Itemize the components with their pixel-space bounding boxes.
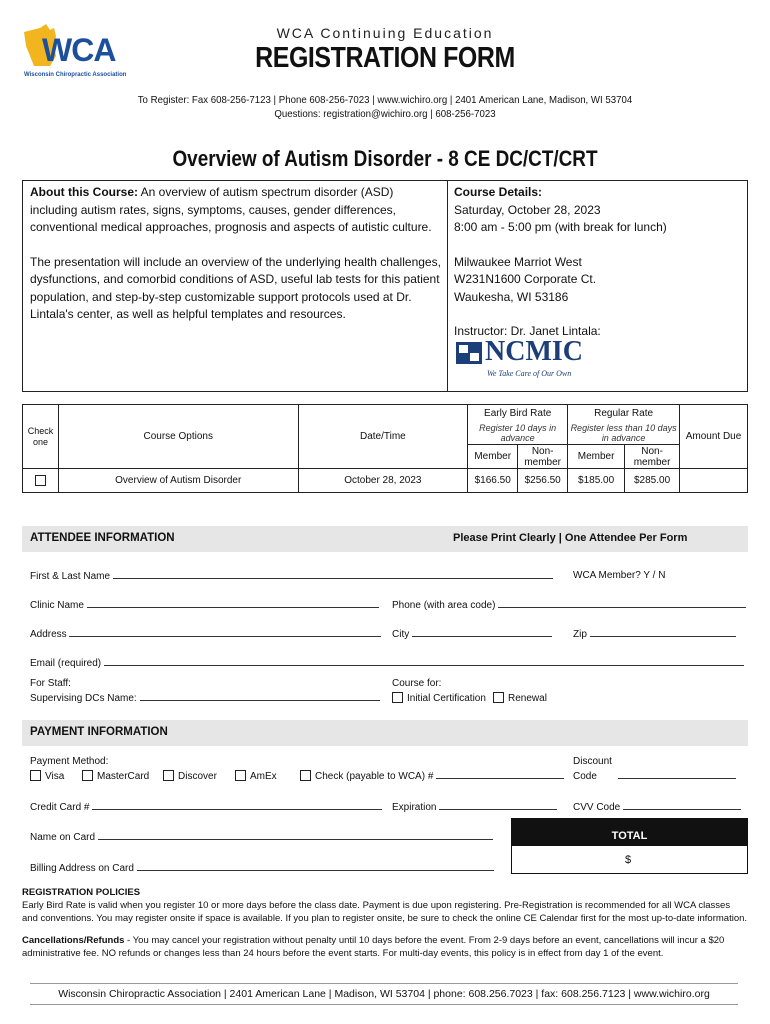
- attendee-heading: ATTENDEE INFORMATION: [30, 532, 175, 544]
- wca-member-field[interactable]: WCA Member? Y / N: [573, 570, 666, 581]
- logo-subtext: Wisconsin Chiropractic Association: [24, 72, 127, 78]
- contact-line-1: To Register: Fax 608-256-7123 | Phone 608-256-7023 | www.wichiro.org | 2401 American Lane, Madison, WI 53704: [137, 94, 633, 106]
- zip-field[interactable]: Zip: [573, 628, 736, 640]
- col-check: Check one: [23, 405, 59, 469]
- row-reg-member: $185.00: [568, 469, 625, 493]
- mastercard-option[interactable]: MasterCard: [82, 770, 149, 782]
- col-date-time: Date/Time: [298, 405, 468, 469]
- supervising-field[interactable]: Supervising DCs Name:: [30, 692, 380, 704]
- initial-certification-option[interactable]: Initial Certification: [392, 692, 486, 704]
- discover-option[interactable]: Discover: [163, 770, 217, 782]
- visa-option[interactable]: Visa: [30, 770, 64, 782]
- total-amount-field[interactable]: $: [625, 854, 632, 866]
- discount-code-field[interactable]: Code: [573, 770, 736, 782]
- check-option[interactable]: Check (payable to WCA) #: [300, 770, 564, 782]
- early-bird-note: Register 10 days in advance: [468, 423, 568, 445]
- amex-option[interactable]: AmEx: [235, 770, 277, 782]
- regular-note: Register less than 10 days in advance: [568, 423, 680, 445]
- details-venue: Milwaukee Marriot West: [454, 254, 582, 269]
- registration-policies: [22, 886, 748, 960]
- policies-text: Early Bird Rate is valid when you register 10 or more days before the class date. Payment is due upon registering. Pre-Registration is recommended for all WCA classes and conventions. You may register onsite if space is available. If you plan to register onsite, be sure to check the online CE Calendar first for the most up-to-date information.: [22, 900, 748, 924]
- payment-heading: PAYMENT INFORMATION: [30, 726, 168, 738]
- row-reg-non-member: $285.00: [625, 469, 680, 493]
- name-field[interactable]: First & Last Name: [30, 570, 553, 582]
- email-field[interactable]: Email (required): [30, 657, 744, 669]
- row-date: October 28, 2023: [298, 469, 468, 493]
- address-field[interactable]: Address: [30, 628, 381, 640]
- for-staff-label: For Staff:: [30, 678, 71, 689]
- attendee-note: Please Print Clearly | One Attendee Per Form: [453, 532, 688, 544]
- details-date: Saturday, October 28, 2023: [454, 202, 601, 217]
- course-for-label: Course for:: [392, 678, 442, 689]
- logo-text: WCA: [42, 32, 116, 68]
- renewal-checkbox[interactable]: [493, 692, 504, 703]
- course-table: [22, 404, 748, 493]
- about-paragraph-2: The presentation will include an overview of the underlying health challenges, dysfunctions, and comorbid conditions of ASD, useful lab tests for this patient population, and step-by-step customizable support protocols used at Dr. Lintala's center, as well as helpful templates and resources.: [30, 254, 441, 321]
- about-divider: [447, 180, 448, 392]
- details-address-2: Waukesha, WI 53186: [454, 289, 569, 304]
- renewal-option[interactable]: Renewal: [493, 692, 547, 704]
- ncmic-logo: [456, 338, 596, 382]
- table-row: [23, 469, 748, 493]
- details-instructor: Instructor: Dr. Janet Lintala:: [454, 324, 601, 338]
- cancellation-label: Cancellations/Refunds: [22, 935, 125, 946]
- reg-member-header: Member: [568, 445, 625, 469]
- visa-checkbox[interactable]: [30, 770, 41, 781]
- about-paragraph-1: An overview of autism spectrum disorder (ASD) including autism rates, signs, symptoms, causes, gender differences, conventional medical approaches, prognosis and aspects of autistic culture.: [30, 185, 432, 234]
- eb-member-header: Member: [468, 445, 518, 469]
- footer: Wisconsin Chiropractic Association | 2401 American Lane | Madison, WI 53704 | phone: 608.256.7023 | fax: 608.256.7123 | www.wichiro.org: [30, 983, 738, 1005]
- check-checkbox[interactable]: [300, 770, 311, 781]
- name-on-card-field[interactable]: Name on Card: [30, 831, 493, 843]
- payment-method-label: Payment Method:: [30, 756, 109, 767]
- about-course: [30, 184, 442, 324]
- row-eb-non-member: $256.50: [518, 469, 568, 493]
- expiration-field[interactable]: Expiration: [392, 801, 557, 813]
- row-course-option: Overview of Autism Disorder: [58, 469, 298, 493]
- details-time: 8:00 am - 5:00 pm (with break for lunch): [454, 220, 667, 234]
- about-label: About this Course:: [30, 185, 138, 199]
- ncmic-logo-text: NCMIC: [485, 336, 583, 367]
- billing-address-field[interactable]: Billing Address on Card: [30, 862, 494, 874]
- credit-card-field[interactable]: Credit Card #: [30, 801, 382, 813]
- col-early-bird: Early Bird Rate: [468, 405, 568, 423]
- cancellation-text: - You may cancel your registration without penalty until 10 days before the event. From 2-9 days before an event, cancellations will incur a $20 administrative fee. NO refunds or changes less than 24 hours before the event starts. For multi-day events, this policy is in effect from day 1 of the event.: [22, 935, 725, 959]
- policies-heading: REGISTRATION POLICIES: [22, 887, 141, 898]
- cvv-field[interactable]: CVV Code: [573, 801, 741, 813]
- row-eb-member: $166.50: [468, 469, 518, 493]
- mastercard-checkbox[interactable]: [82, 770, 93, 781]
- initial-checkbox[interactable]: [392, 692, 403, 703]
- phone-field[interactable]: Phone (with area code): [392, 599, 746, 611]
- course-checkbox[interactable]: [35, 475, 46, 486]
- col-course-options: Course Options: [58, 405, 298, 469]
- col-amount-due: Amount Due: [680, 405, 748, 469]
- row-amount-due-input[interactable]: [680, 469, 748, 493]
- page-title: REGISTRATION FORM: [255, 42, 515, 74]
- col-regular: Regular Rate: [568, 405, 680, 423]
- amex-checkbox[interactable]: [235, 770, 246, 781]
- discover-checkbox[interactable]: [163, 770, 174, 781]
- org-line: WCA Continuing Education: [276, 25, 494, 41]
- total-label: TOTAL: [511, 818, 748, 846]
- discount-label: Discount: [573, 756, 612, 767]
- details-label: Course Details:: [454, 185, 543, 199]
- clinic-field[interactable]: Clinic Name: [30, 599, 379, 611]
- course-title: Overview of Autism Disorder - 8 CE DC/CT/CRT: [172, 146, 598, 171]
- ncmic-tagline: We Take Care of Our Own: [487, 369, 572, 378]
- eb-non-member-header: Non-member: [518, 445, 568, 469]
- contact-line-2: Questions: registration@wichiro.org | 608-256-7023: [274, 108, 496, 120]
- reg-non-member-header: Non-member: [625, 445, 680, 469]
- details-address-1: W231N1600 Corporate Ct.: [454, 272, 597, 286]
- city-field[interactable]: City: [392, 628, 552, 640]
- course-details: [454, 184, 744, 341]
